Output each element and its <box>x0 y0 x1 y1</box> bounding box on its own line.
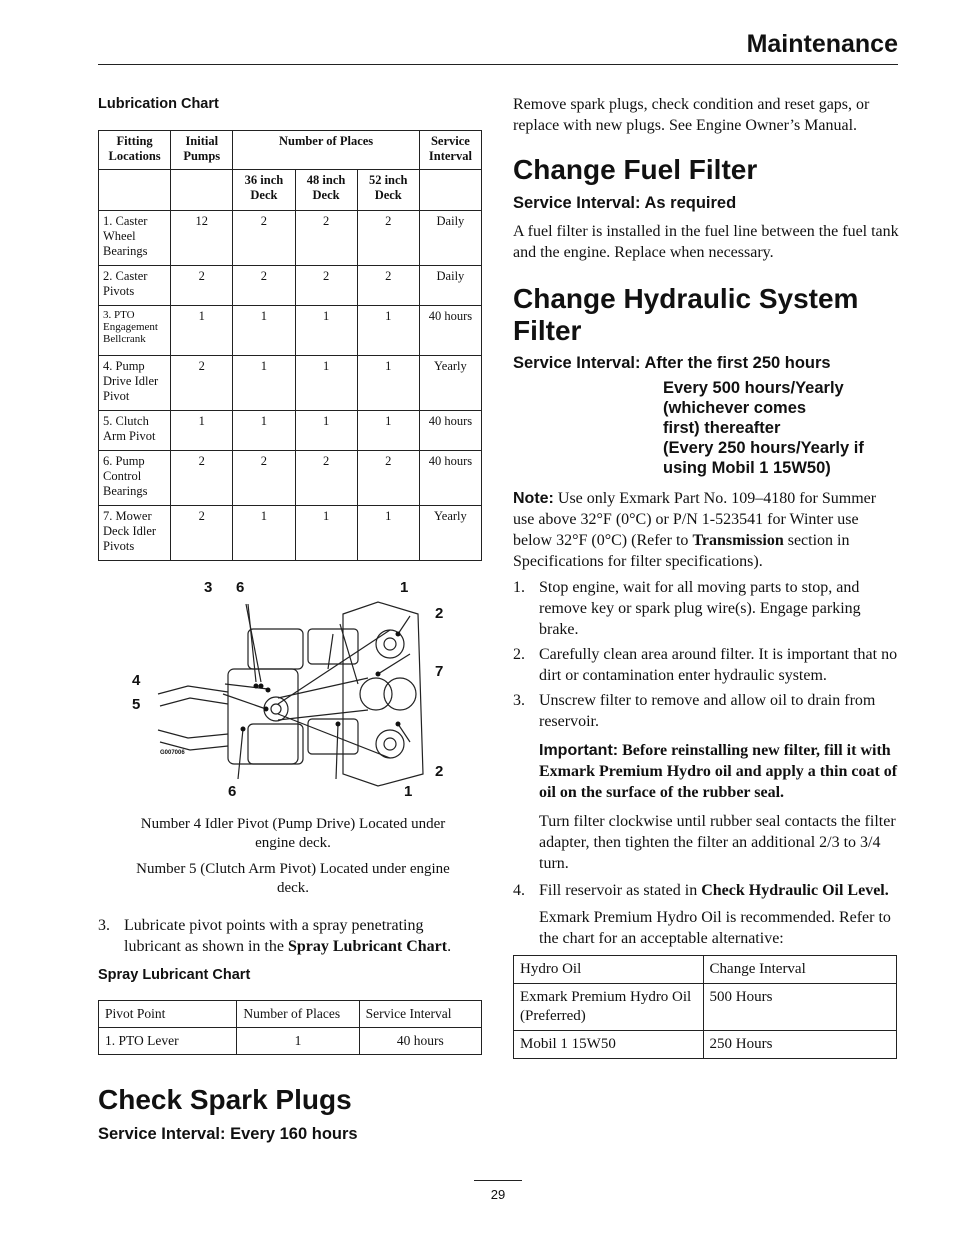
step-number: 3. <box>513 692 525 709</box>
lub-header-empty <box>419 170 481 211</box>
lub-header-36-deck: 36 inch Deck <box>233 170 295 211</box>
list-item <box>513 644 899 686</box>
table-cell: 1 <box>233 356 295 411</box>
hydraulic-steps <box>513 577 899 732</box>
check-oil-level-reference: Check Hydraulic Oil Level. <box>701 882 889 899</box>
table-cell: 1 <box>171 411 233 451</box>
diagram-callout: 7 <box>435 663 444 680</box>
table-cell: 2. Caster Pivots <box>99 266 171 306</box>
table-row <box>99 266 482 306</box>
interval-detail: using Mobil 1 15W50) <box>663 459 831 477</box>
lub-header-initial-pumps: Initial Pumps <box>171 131 233 170</box>
table-cell: 2 <box>357 266 419 306</box>
table-cell: 2 <box>171 506 233 561</box>
change-hydraulic-filter-heading: Change Hydraulic System Filter <box>513 283 859 346</box>
spray-header-pivot: Pivot Point <box>99 1001 237 1028</box>
table-row <box>99 306 482 356</box>
table-cell: 12 <box>171 211 233 266</box>
page-number: 29 <box>490 1187 506 1202</box>
table-cell: Mobil 1 15W50 <box>514 1031 704 1059</box>
important-label: Important: <box>539 742 619 759</box>
diagram-callout: 3 <box>204 579 213 596</box>
table-cell: 2 <box>233 451 295 506</box>
table-row <box>99 411 482 451</box>
header-rule <box>98 64 898 65</box>
table-cell: 2 <box>357 451 419 506</box>
interval-value: After the first 250 hours <box>644 354 831 372</box>
table-cell: 1 <box>357 306 419 356</box>
figure-caption: Number 5 (Clutch Arm Pivot) Located under engine deck. <box>136 861 450 896</box>
table-cell: 4. Pump Drive Idler Pivot <box>99 356 171 411</box>
list-item <box>513 880 899 901</box>
note-label: Note: <box>513 490 554 507</box>
table-cell: 2 <box>295 266 357 306</box>
table-row <box>99 211 482 266</box>
right-column <box>513 94 899 1059</box>
table-cell: 250 Hours <box>703 1031 896 1059</box>
spray-header-interval: Service Interval <box>359 1001 481 1028</box>
step-text: Carefully clean area around filter. It is important that no dirt or contamination enter hydraulic system. <box>539 646 898 684</box>
oil-recommendation: Exmark Premium Hydro Oil is recommended. Refer to the chart for an acceptable alternative: <box>539 909 891 947</box>
figure-caption: Number 4 Idler Pivot (Pump Drive) Located under engine deck. <box>140 816 446 851</box>
change-fuel-filter-heading: Change Fuel Filter <box>513 154 758 185</box>
table-row <box>99 451 482 506</box>
interval-detail: (whichever comes <box>663 399 807 417</box>
table-cell: 1 <box>171 306 233 356</box>
table-cell: 1 <box>233 506 295 561</box>
table-cell: 40 hours <box>419 451 481 506</box>
table-cell: 500 Hours <box>703 984 896 1031</box>
table-row <box>99 1028 482 1055</box>
lub-header-empty <box>99 170 171 211</box>
diagram-callout: 5 <box>132 696 141 713</box>
table-cell: Exmark Premium Hydro Oil (Preferred) <box>514 984 704 1031</box>
diagram-callout: 2 <box>435 763 444 780</box>
table-cell: 2 <box>295 451 357 506</box>
table-cell: 1 <box>295 306 357 356</box>
table-cell: 1 <box>295 356 357 411</box>
interval-label: Service Interval: <box>98 1125 226 1143</box>
mower-lubrication-diagram <box>128 574 458 804</box>
table-cell: 1 <box>357 506 419 561</box>
table-cell: Daily <box>419 266 481 306</box>
diagram-callout: 4 <box>132 672 141 689</box>
spark-service-interval <box>98 1125 358 1144</box>
diagram-callout: 1 <box>400 579 409 596</box>
table-cell: Yearly <box>419 356 481 411</box>
table-cell: 1. Caster Wheel Bearings <box>99 211 171 266</box>
oil-header-interval: Change Interval <box>703 956 896 984</box>
table-cell: 2 <box>171 356 233 411</box>
table-header-row <box>99 1001 482 1028</box>
table-cell: Yearly <box>419 506 481 561</box>
important-note <box>539 740 899 803</box>
table-row <box>514 1031 897 1059</box>
lub-header-number-of-places: Number of Places <box>233 131 419 170</box>
table-cell: 2 <box>171 451 233 506</box>
lub-header-48-deck: 48 inch Deck <box>295 170 357 211</box>
step-text: Fill reservoir as stated in <box>539 882 702 899</box>
table-cell: 1 <box>357 411 419 451</box>
step-text: Lubricate pivot points with a spray penetrating lubricant as shown in the <box>124 917 424 955</box>
hydraulic-note <box>513 488 899 572</box>
table-cell: 1 <box>295 411 357 451</box>
table-cell: 2 <box>171 266 233 306</box>
note-text-end: section in Specifications for filter specifications). <box>513 532 850 570</box>
spray-chart-reference: Spray Lubricant Chart <box>287 938 448 955</box>
fuel-service-interval <box>513 194 899 213</box>
diagram-callout: 2 <box>435 605 444 622</box>
table-cell: 6. Pump Control Bearings <box>99 451 171 506</box>
table-cell: 40 hours <box>359 1028 481 1055</box>
lubrication-chart-heading: Lubrication Chart <box>98 96 219 112</box>
step-3-lubricate <box>98 915 484 957</box>
important-text: Before reinstalling new filter, fill it with Exmark Premium Hydro oil and apply a thin coat of oil on the surface of the rubber seal. <box>539 742 898 801</box>
interval-detail: Every 500 hours/Yearly <box>663 379 844 397</box>
spray-header-places: Number of Places <box>237 1001 359 1028</box>
hydro-oil-table <box>513 955 897 1059</box>
table-row <box>99 356 482 411</box>
table-cell: 5. Clutch Arm Pivot <box>99 411 171 451</box>
page-section-title: Maintenance <box>746 30 898 58</box>
diagram-callout: 1 <box>404 783 413 800</box>
list-item <box>513 690 899 732</box>
table-cell: 1 <box>295 506 357 561</box>
lub-header-empty <box>171 170 233 211</box>
table-cell: 2 <box>357 211 419 266</box>
lub-header-fitting: Fitting Locations <box>99 131 171 170</box>
footer-rule <box>474 1180 522 1181</box>
step-number: 4. <box>513 882 525 899</box>
note-text: Use only Exmark Part No. 109–4180 for Summer use above 32°F (0°C) or P/N 1-523541 for Winter use below 32°F (0°C) (Refer to <box>513 490 877 549</box>
transmission-reference: Transmission <box>692 532 784 549</box>
interval-detail: first) thereafter <box>663 419 781 437</box>
step-number: 2. <box>513 646 525 663</box>
table-row <box>514 984 897 1031</box>
table-cell: 40 hours <box>419 306 481 356</box>
step-text: Stop engine, wait for all moving parts to stop, and remove key or spark plug wire(s). Engage parking brake. <box>539 579 861 638</box>
interval-label: Service Interval: <box>513 194 641 212</box>
table-cell: Daily <box>419 211 481 266</box>
lubrication-table <box>98 130 482 561</box>
spray-lubricant-table <box>98 1000 482 1055</box>
table-cell: 1 <box>233 411 295 451</box>
turn-filter-text: Turn filter clockwise until rubber seal contacts the filter adapter, then tighten the filter an additional 2/3 to 3/4 turn. <box>539 813 896 872</box>
hydraulic-service-interval <box>513 353 899 478</box>
table-cell: 7. Mower Deck Idler Pivots <box>99 506 171 561</box>
table-row <box>99 506 482 561</box>
table-cell: 2 <box>295 211 357 266</box>
check-spark-plugs-heading: Check Spark Plugs <box>98 1084 352 1115</box>
fuel-filter-text: A fuel filter is installed in the fuel line between the fuel tank and the engine. Replace when necessary. <box>513 223 899 261</box>
interval-label: Service Interval: <box>513 354 641 372</box>
table-cell: 1 <box>237 1028 359 1055</box>
spray-chart-heading: Spray Lubricant Chart <box>98 967 251 983</box>
interval-value: Every 160 hours <box>230 1125 358 1143</box>
table-cell: 3. PTO Engagement Bellcrank <box>99 306 171 356</box>
lub-header-service-interval: Service Interval <box>419 131 481 170</box>
figure-code: G007006 <box>160 750 185 756</box>
table-cell: 1 <box>233 306 295 356</box>
table-header-row <box>514 956 897 984</box>
table-cell: 2 <box>233 211 295 266</box>
oil-header-hydro: Hydro Oil <box>514 956 704 984</box>
step-number: 3. <box>98 917 110 934</box>
hydraulic-step-4 <box>513 880 899 901</box>
step-number: 1. <box>513 579 525 596</box>
table-cell: 2 <box>233 266 295 306</box>
diagram-callout: 6 <box>236 579 245 596</box>
interval-detail: (Every 250 hours/Yearly if <box>663 439 864 457</box>
step-text-end: . <box>447 938 452 955</box>
spark-plug-instructions: Remove spark plugs, check condition and reset gaps, or replace with new plugs. See Engine Owner’s Manual. <box>513 96 870 134</box>
interval-value: As required <box>644 194 737 212</box>
step-text: Unscrew filter to remove and allow oil to drain from reservoir. <box>539 692 876 730</box>
table-cell: 1. PTO Lever <box>99 1028 237 1055</box>
table-cell: 40 hours <box>419 411 481 451</box>
list-item <box>513 577 899 640</box>
table-cell: 1 <box>357 356 419 411</box>
diagram-callout: 6 <box>228 783 237 800</box>
lub-header-52-deck: 52 inch Deck <box>357 170 419 211</box>
